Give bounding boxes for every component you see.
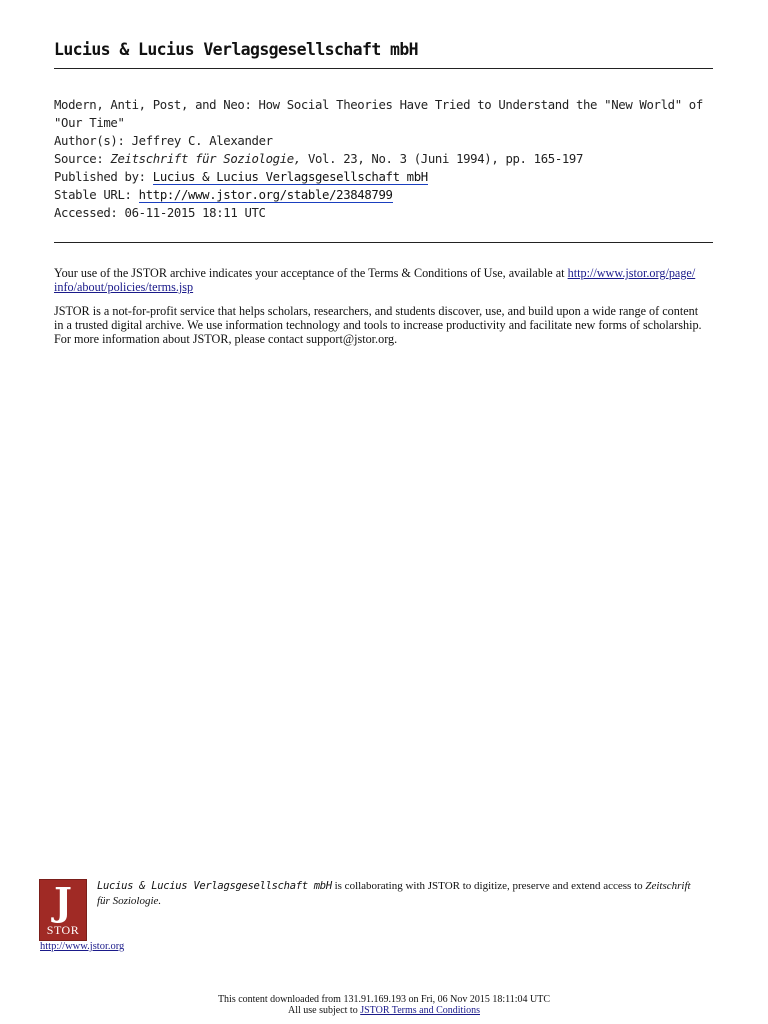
terms-link-part-1[interactable]: http://www.jstor.org/page/ — [567, 266, 696, 280]
collab-journal-b: für Soziologie. — [97, 895, 162, 907]
terms-notice — [54, 266, 719, 356]
article-title-line-2: "Our Time" — [54, 116, 125, 130]
article-metadata — [54, 96, 719, 222]
terms-footer-link[interactable]: JSTOR Terms and Conditions — [360, 1005, 480, 1016]
collab-publisher: Lucius & Lucius Verlagsgesellschaft mbH — [97, 880, 332, 892]
author-line — [54, 132, 719, 150]
jstor-logo-letter: J — [54, 879, 72, 924]
stable-url-label: Stable URL: — [54, 188, 132, 202]
stable-url-line — [54, 186, 719, 204]
publisher-link[interactable]: Lucius & Lucius Verlagsgesellschaft mbH — [152, 170, 428, 184]
source-details: Vol. 23, No. 3 (Juni 1994), pp. 165-197 — [307, 152, 584, 166]
jstor-logo — [39, 879, 87, 941]
terms-link-part-2[interactable]: info/about/policies/terms.jsp — [54, 280, 194, 294]
terms-text: Your use of the JSTOR archive indicates your acceptance of the Terms & Conditions of Use, available at — [54, 266, 565, 280]
accessed-line — [54, 204, 719, 222]
publisher-title: Lucius & Lucius Verlagsgesellschaft mbH — [54, 40, 419, 59]
top-divider — [54, 68, 713, 69]
about-line-1: JSTOR is a not-for-profit service that helps scholars, researchers, and students discover, use, and build upon a wide range of content — [54, 304, 699, 318]
terms-paragraph — [54, 266, 719, 294]
about-jstor-paragraph — [54, 304, 719, 346]
jstor-logo-word: STOR — [46, 923, 80, 937]
published-line — [54, 168, 719, 186]
middle-divider — [54, 242, 713, 243]
about-line-3: For more information about JSTOR, please contact support@jstor.org. — [54, 332, 398, 346]
source-journal: Zeitschrift für Soziologie, — [110, 152, 301, 166]
accessed-label: Accessed: — [54, 206, 118, 220]
stable-url-link[interactable]: http://www.jstor.org/stable/23848799 — [138, 188, 393, 202]
download-info: This content downloaded from 131.91.169.193 on Fri, 06 Nov 2015 18:11:04 UTC — [217, 994, 551, 1005]
terms-footer-prefix: All use subject to — [288, 1005, 358, 1016]
published-label: Published by: — [54, 170, 146, 184]
terms-footer — [0, 1005, 768, 1016]
author-label: Author(s): — [54, 134, 125, 148]
source-label: Source: — [54, 152, 104, 166]
article-title-line-1: Modern, Anti, Post, and Neo: How Social Theories Have Tried to Understand the "New World" of — [54, 98, 703, 112]
author-name: Jeffrey C. Alexander — [131, 134, 273, 148]
about-line-2: in a trusted digital archive. We use information technology and tools to increase productivity and facilitate new forms of scholarship. — [54, 318, 702, 332]
source-line — [54, 150, 719, 168]
collab-text: is collaborating with JSTOR to digitize, preserve and extend access to — [334, 880, 643, 892]
collab-journal-a: Zeitschrift — [645, 880, 691, 892]
collaboration-statement — [97, 879, 722, 909]
accessed-date: 06-11-2015 18:11 UTC — [124, 206, 266, 220]
jstor-home-link[interactable]: http://www.jstor.org — [40, 941, 125, 952]
